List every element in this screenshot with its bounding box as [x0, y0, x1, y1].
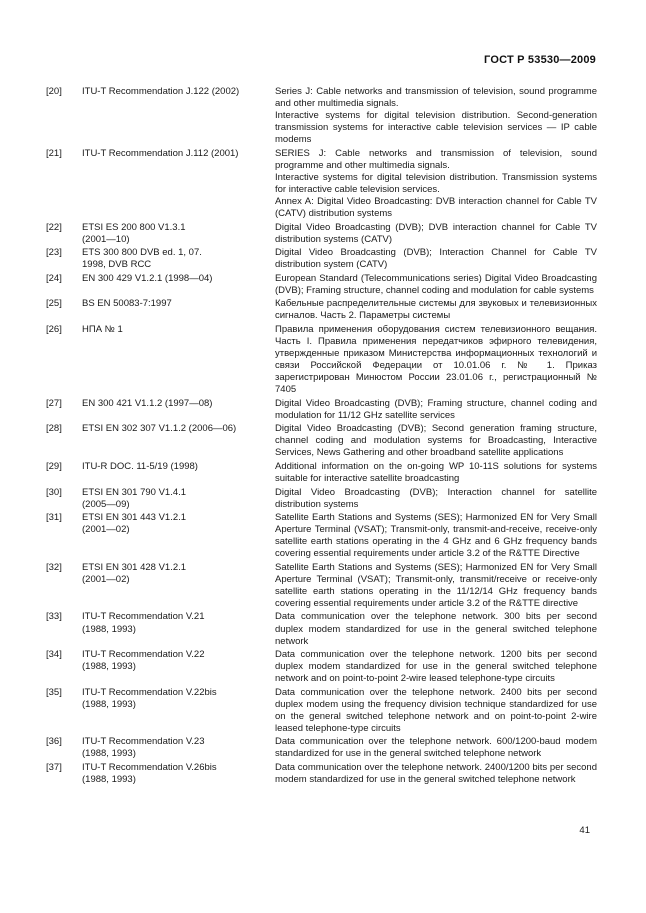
reference-description-paragraph: Digital Video Broadcasting (DVB); DVB interaction channel for Cable TV distribution systems (CATV) [275, 221, 597, 245]
reference-description [275, 562, 597, 610]
reference-name-line: (1988, 1993) [82, 661, 136, 673]
reference-name-line: ITU-R DOC. 11-5/19 (1998) [82, 460, 198, 472]
reference-entry [46, 222, 597, 246]
reference-description [275, 298, 597, 322]
document-code: ГОСТ Р 53530—2009 [484, 54, 596, 66]
reference-name-line: ITU-T Recommendation V.22 [82, 649, 205, 661]
reference-entry [46, 736, 597, 760]
reference-entry [46, 273, 597, 297]
reference-name [82, 247, 275, 271]
reference-entry [46, 762, 597, 786]
reference-name [82, 222, 275, 246]
reference-description-paragraph: Data communication over the telephone network. 2400/1200 bits per second modem standardized for use in the general switched telephone network [275, 762, 597, 786]
reference-name [82, 86, 275, 98]
reference-number: [29] [46, 460, 62, 472]
reference-description-paragraph: Annex A: Digital Video Broadcasting: DVB interaction channel for Cable TV (CATV) distribution systems [275, 195, 597, 219]
reference-description-paragraph: SERIES J: Cable networks and transmission of television, sound programme and other multimedia signals. [275, 147, 597, 171]
reference-name [82, 611, 275, 635]
reference-description-paragraph: Digital Video Broadcasting (DVB); Interaction channel for satellite distribution systems [275, 486, 597, 510]
reference-description [275, 86, 597, 146]
reference-number: [30] [46, 486, 62, 498]
reference-entry [46, 324, 597, 396]
reference-name-line: НПА № 1 [82, 323, 123, 335]
reference-name [82, 461, 275, 473]
reference-name-line: ETSI ES 200 800 V1.3.1 [82, 221, 186, 233]
reference-description-paragraph: Satellite Earth Stations and Systems (SES); Harmonized EN for Very Small Aperture Terminal (VSAT); Transmit-only, transmit/receive or receive-only satellite earth stations operating in the 11/12/14 GHz frequency bands covering essential requirements under article 3.2 of the R&TTE directive [275, 561, 597, 609]
reference-name-line: ITU-T Recommendation J.122 (2002) [82, 86, 240, 97]
reference-description [275, 736, 597, 760]
reference-entry [46, 562, 597, 610]
reference-name-line: (2001—02) [82, 573, 130, 585]
reference-name-line: ETSI EN 301 443 V1.2.1 [82, 512, 187, 524]
reference-number: [28] [46, 423, 62, 435]
reference-name [82, 398, 275, 410]
reference-description [275, 273, 597, 297]
reference-name-line: ITU-T Recommendation J.112 (2001) [82, 147, 239, 159]
reference-number: [35] [46, 686, 62, 698]
reference-number: [22] [46, 221, 62, 233]
reference-number: [21] [46, 147, 62, 159]
reference-description-paragraph: Digital Video Broadcasting (DVB); Interaction Channel for Cable TV distribution system (CATV) [275, 247, 597, 271]
reference-entry [46, 611, 597, 647]
reference-name-line: ETSI EN 302 307 V1.1.2 (2006—06) [82, 423, 237, 435]
reference-name [82, 736, 275, 760]
reference-name [82, 649, 275, 673]
reference-name-line: ITU-T Recommendation V.21 [82, 611, 205, 623]
reference-number: [37] [46, 762, 62, 774]
reference-name-line: (1988, 1993) [82, 623, 136, 635]
reference-name-line: EN 300 421 V1.1.2 (1997—08) [82, 397, 213, 409]
reference-name [82, 512, 275, 536]
reference-description-paragraph: Digital Video Broadcasting (DVB); Second generation framing structure, channel coding and modulation systems for Broadcasting, Interactive Services, News Gathering and other broadband satellite applications [275, 423, 597, 459]
reference-number: [24] [46, 272, 62, 284]
reference-number: [31] [46, 512, 62, 524]
reference-name-line: (1988, 1993) [82, 748, 136, 760]
reference-number: [27] [46, 397, 62, 409]
page-number: 41 [579, 825, 590, 836]
reference-number: [23] [46, 247, 62, 259]
reference-name-line: (1988, 1993) [82, 698, 136, 710]
reference-description-paragraph: Series J: Cable networks and transmission of television, sound programme and other multimedia signals. [275, 86, 597, 110]
reference-name-line: ITU-T Recommendation V.23 [82, 736, 205, 748]
reference-description [275, 611, 597, 647]
reference-entry [46, 461, 597, 485]
reference-description [275, 487, 597, 511]
reference-name [82, 298, 275, 310]
reference-description [275, 222, 597, 246]
reference-name-line: ETS 300 800 DVB ed. 1, 07. [82, 247, 202, 259]
reference-description [275, 324, 597, 396]
reference-description-paragraph: Interactive systems for digital television distribution. Second-generation transmission systems for interactive cable television services — IP cable modems [275, 110, 597, 146]
reference-description [275, 423, 597, 459]
reference-number: [20] [46, 86, 62, 97]
reference-name-line: (2001—10) [82, 233, 130, 245]
reference-description-paragraph: Satellite Earth Stations and Systems (SES); Harmonized EN for Very Small Aperture Terminal (VSAT); Transmit-only, transmit-and-receive, receive-only satellite earth stations operating in the 4 GHz and 6 GHz frequency bands covering essential requirements under article 3.2 of the R&TTE Directive [275, 512, 597, 560]
reference-entry [46, 247, 597, 271]
reference-name-line: (2005—09) [82, 498, 130, 510]
reference-entry [46, 423, 597, 459]
reference-name-line: (1988, 1993) [82, 774, 136, 786]
reference-entry [46, 298, 597, 322]
reference-name [82, 562, 275, 586]
reference-description-paragraph: Data communication over the telephone network. 600/1200-baud modem standardized for use in the general switched telephone network [275, 736, 597, 760]
reference-name-line: ETSI EN 301 428 V1.2.1 [82, 561, 187, 573]
reference-description-paragraph: Data communication over the telephone network. 2400 bits per second duplex modem using the frequency division technique standardized for use on the general switched telephone network and on point-to-point 2-wire leased telephone-type circuits [275, 686, 597, 734]
reference-name-line: ITU-T Recommendation V.22bis [82, 686, 217, 698]
reference-number: [32] [46, 561, 62, 573]
reference-description-paragraph: Правила применения оборудования систем телевизионного вещания. Часть I. Правила применения передатчиков эфирного телевидения, утвержденные приказом Министерства информационных технологий и связи Российской Федерации от 10.01.06 г. № 1. Приказ зарегистрирован Минюстом России 23.01.06 г., регистрационный № 7405 [275, 323, 597, 396]
reference-name [82, 273, 275, 285]
reference-name [82, 762, 275, 786]
reference-description [275, 247, 597, 271]
reference-description-paragraph: Interactive systems for digital television distribution. Transmission systems for interactive cable television services. [275, 171, 597, 195]
reference-name-line: ETSI EN 301 790 V1.4.1 [82, 486, 187, 498]
reference-name-line: (2001—02) [82, 524, 130, 536]
references-list [46, 86, 597, 788]
reference-description [275, 687, 597, 735]
reference-description [275, 148, 597, 220]
reference-name [82, 148, 275, 160]
reference-name-line: EN 300 429 V1.2.1 (1998—04) [82, 272, 213, 284]
reference-description [275, 762, 597, 786]
reference-entry [46, 86, 597, 146]
reference-name-line: ITU-T Recommendation V.26bis [82, 762, 217, 774]
reference-entry [46, 649, 597, 685]
reference-entry [46, 687, 597, 735]
reference-number: [33] [46, 611, 62, 623]
reference-entry [46, 398, 597, 422]
reference-number: [25] [46, 298, 62, 310]
reference-description [275, 461, 597, 485]
reference-name [82, 324, 275, 336]
reference-description-paragraph: Data communication over the telephone network. 300 bits per second duplex modem standardized for use in the general switched telephone network [275, 611, 597, 647]
reference-entry [46, 148, 597, 220]
reference-number: [26] [46, 323, 62, 335]
reference-entry [46, 487, 597, 511]
reference-entry [46, 512, 597, 560]
reference-description [275, 398, 597, 422]
reference-description-paragraph: Data communication over the telephone network. 1200 bits per second duplex modem standardized for use in the general switched telephone network and on point-to-point 2-wire leased telephone-type circuits [275, 649, 597, 685]
reference-name-line: 1998, DVB RCC [82, 259, 152, 271]
reference-name [82, 423, 275, 435]
reference-description-paragraph: Additional information on the on-going WP 10-11S solutions for systems suitable for interactive satellite broadcasting [275, 460, 597, 484]
reference-description [275, 649, 597, 685]
reference-description [275, 512, 597, 560]
reference-name-line: BS EN 50083-7:1997 [82, 298, 172, 310]
page-header [46, 50, 596, 68]
reference-name [82, 687, 275, 711]
reference-description-paragraph: Digital Video Broadcasting (DVB); Framing structure, channel coding and modulation for 11/12 GHz satellite services [275, 397, 597, 421]
reference-description-paragraph: European Standard (Telecommunications series) Digital Video Broadcasting (DVB); Framing structure, channel coding and modulation for cable systems [275, 272, 597, 296]
reference-number: [36] [46, 736, 62, 748]
reference-name [82, 487, 275, 511]
reference-description-paragraph: Кабельные распределительные системы для звуковых и телевизионных сигналов. Часть 2. Параметры системы [275, 298, 597, 322]
reference-number: [34] [46, 649, 62, 661]
